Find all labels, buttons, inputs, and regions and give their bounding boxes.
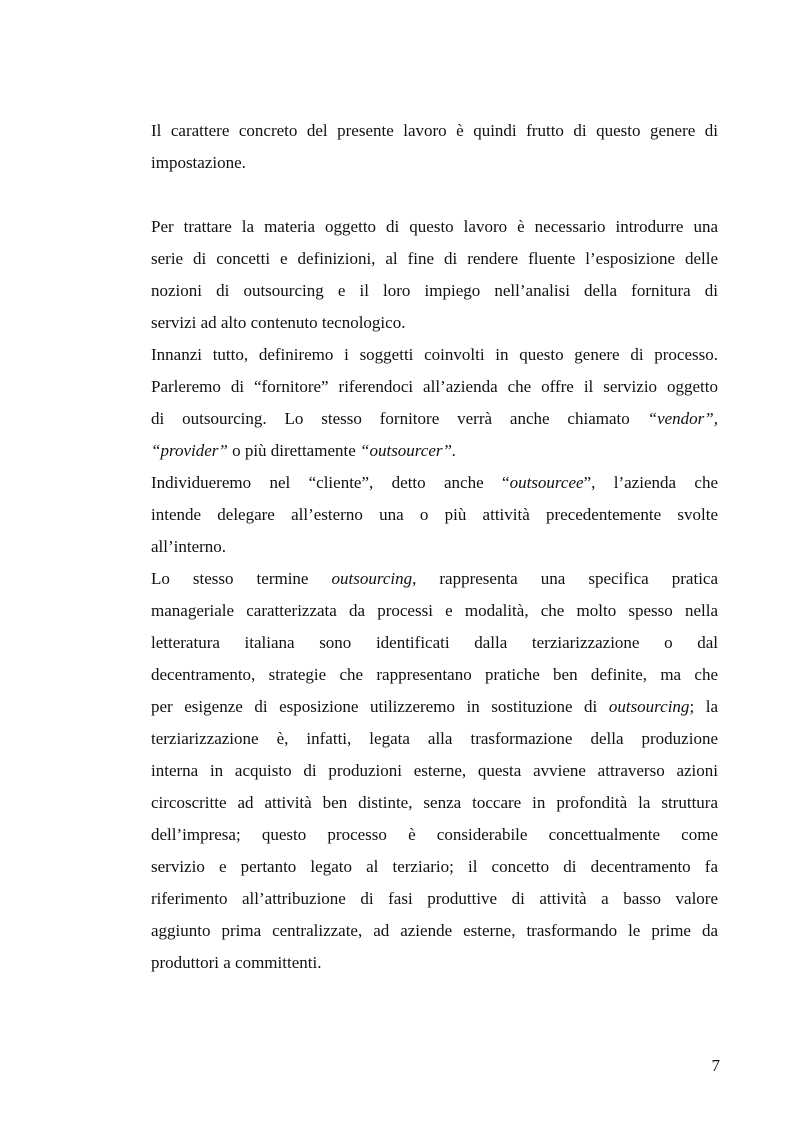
italic-term: outsourcee bbox=[509, 473, 584, 492]
text-line bbox=[151, 435, 718, 467]
italic-term: “provider” bbox=[151, 441, 228, 460]
page-number: 7 bbox=[711, 1056, 720, 1075]
text-line: servizi ad alto contenuto tecnologico. bbox=[151, 313, 406, 332]
text-line: terziarizzazione è, infatti, legata alla trasformazione della produzione bbox=[151, 729, 718, 748]
text-line: produttori a committenti. bbox=[151, 953, 322, 972]
text-line: servizio e pertanto legato al terziario; il concetto di decentramento fa bbox=[151, 857, 718, 876]
text-line: aggiunto prima centralizzate, ad aziende esterne, trasformando le prime da bbox=[151, 921, 718, 940]
text-line: interna in acquisto di produzioni esterne, questa avviene attraverso azioni bbox=[151, 761, 718, 780]
text-segment: ”, l’azienda che bbox=[583, 473, 718, 492]
text-line: Il carattere concreto del presente lavoro è quindi frutto di questo genere di bbox=[151, 121, 718, 140]
text-line: letteratura italiana sono identificati dalla terziarizzazione o dal bbox=[151, 633, 718, 652]
text-line: impostazione. bbox=[151, 153, 246, 172]
text-line: Parleremo di “fornitore” riferendoci all’azienda che offre il servizio oggetto bbox=[151, 377, 718, 396]
text-line bbox=[151, 691, 718, 723]
text-segment: o più direttamente bbox=[227, 441, 361, 460]
text-line: nozioni di outsourcing e il loro impiego nell’analisi della fornitura di bbox=[151, 281, 718, 300]
text-line: decentramento, strategie che rappresentano pratiche ben definite, ma che bbox=[151, 665, 718, 684]
text-segment: Individueremo nel “cliente”, detto anche “ bbox=[151, 473, 510, 492]
italic-term: outsourcing bbox=[331, 569, 413, 588]
text-segment: di outsourcing. Lo stesso fornitore verrà anche chiamato bbox=[151, 409, 648, 428]
italic-term: outsourcing bbox=[608, 697, 690, 716]
paragraph-intro bbox=[151, 115, 718, 179]
text-segment: per esigenze di esposizione utilizzeremo in sostituzione di bbox=[151, 697, 609, 716]
text-line: Per trattare la materia oggetto di questo lavoro è necessario introdurre una bbox=[151, 217, 718, 236]
paragraph-body bbox=[151, 211, 718, 979]
text-segment: , rappresenta una specifica pratica bbox=[412, 569, 718, 588]
text-line: serie di concetti e definizioni, al fine di rendere fluente l’esposizione delle bbox=[151, 249, 718, 268]
text-line: intende delegare all’esterno una o più attività precedentemente svolte bbox=[151, 505, 718, 524]
italic-term: “vendor”, bbox=[647, 409, 718, 428]
text-line bbox=[151, 403, 718, 435]
text-line: riferimento all’attribuzione di fasi produttive di attività a basso valore bbox=[151, 889, 718, 908]
text-segment: Lo stesso termine bbox=[151, 569, 332, 588]
text-line bbox=[151, 563, 718, 595]
text-segment: ; la bbox=[689, 697, 718, 716]
text-line: manageriale caratterizzata da processi e modalità, che molto spesso nella bbox=[151, 601, 718, 620]
text-line: Innanzi tutto, definiremo i soggetti coinvolti in questo genere di processo. bbox=[151, 345, 718, 364]
text-line: dell’impresa; questo processo è considerabile concettualmente come bbox=[151, 825, 718, 844]
text-line: all’interno. bbox=[151, 537, 227, 556]
text-line bbox=[151, 467, 718, 499]
italic-term: “outsourcer”. bbox=[360, 441, 457, 460]
text-line: circoscritte ad attività ben distinte, senza toccare in profondità la struttura bbox=[151, 793, 718, 812]
